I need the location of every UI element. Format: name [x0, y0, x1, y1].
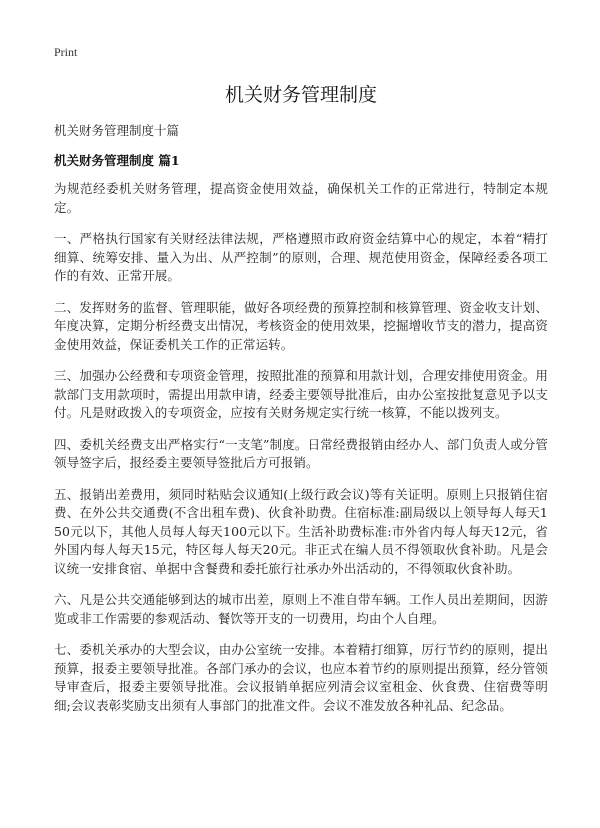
- paragraph-6: 六、凡是公共交通能够到达的城市出差，原则上不准自带车辆。工作人员出差期间，因游览或非工作需要的参观活动、餐饮等开支的一切费用，均由个人自理。: [54, 592, 548, 626]
- document-body: [54, 180, 548, 715]
- document-subtitle: 机关财务管理制度十篇: [54, 123, 180, 138]
- paragraph-7: 七、委机关承办的大型会议，由办公室统一安排。本着精打细算，厉行节约的原则，提出预算，报委主要领导批准。各部门承办的会议，也应本着节约的原则提出预算，经分管领导审查后，报委主要领导批准。会议报销单据应列清会议室租金、伙食费、住宿费等明细;会议表彰奖励支出须有人事部门的批准文件。会议不准发放各种礼品、纪念品。: [54, 642, 548, 713]
- print-link[interactable]: Print: [54, 45, 78, 59]
- paragraph-3: 三、加强办公经费和专项资金管理，按照批准的预算和用款计划，合理安排使用资金。用款部门支用款项时，需提出用款申请，经委主要领导批准后，由办公室按批复意见予以支付。凡是财政拨入的专项资金，应按有关财务规定实行统一核算，不能以拨列支。: [54, 368, 548, 420]
- paragraph-intro: 为规范经委机关财务管理，提高资金使用效益，确保机关工作的正常进行，特制定本规定。: [54, 181, 548, 215]
- paragraph-1: 一、严格执行国家有关财经法律法规，严格遵照市政府资金结算中心的规定，本着“精打细算、统筹安排、量入为出、从严控制”的原则，合理、规范使用资金，保障经委各项工作的有效、正常开展。: [54, 231, 548, 283]
- section-heading: 机关财务管理制度 篇1: [54, 153, 180, 168]
- paragraph-4: 四、委机关经费支出严格实行“一支笔”制度。日常经费报销由经办人、部门负责人或分管领导签字后，报经委主要领导签批后方可报销。: [54, 436, 548, 470]
- paragraph-2: 二、发挥财务的监督、管理职能，做好各项经费的预算控制和核算管理、资金收支计划、年度决算，定期分析经费支出情况，考核资金的使用效果，挖掘增收节支的潜力，提高资金使用效益，保证委机关工作的正常运转。: [54, 299, 548, 352]
- document-title: 机关财务管理制度: [224, 84, 377, 106]
- paragraph-5: 五、报销出差费用，须同时粘贴会议通知(上级行政会议)等有关证明。原则上只报销住宿费、在外公共交通费(不含出租车费)、伙食补助费。住宿标准:副局级以上领导每人每天150元以下，其他人员每人每天100元以下。生活补助费标准:市外省内每人每天12元，省外国内每人每天15元，特区每人每天20元。非正式在编人员不得领取伙食补助。凡是会议统一安排食宿、单据中含餐费和委托旅行社承办外出活动的，不得领取伙食补助。: [54, 486, 548, 576]
